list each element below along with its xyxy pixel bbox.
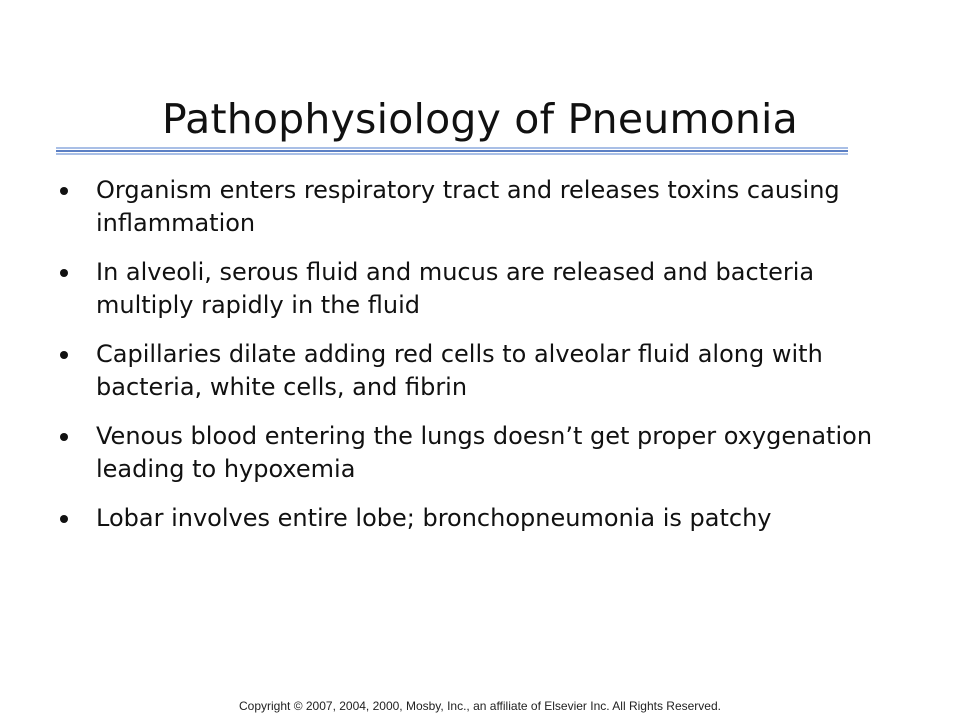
bullet-item xyxy=(58,420,918,486)
bullet-item xyxy=(58,502,918,535)
title-divider xyxy=(56,147,848,155)
bullet-text: Organism enters respiratory tract and releases toxins causing inflammation xyxy=(96,176,840,237)
bullet-item xyxy=(58,338,918,404)
bullet-dot xyxy=(60,515,68,523)
bullet-item xyxy=(58,256,918,322)
bullet-text: Capillaries dilate adding red cells to alveolar fluid along with bacteria, white cells, and fibrin xyxy=(96,340,823,401)
bullet-dot xyxy=(60,433,68,441)
divider-line-middle xyxy=(56,150,848,152)
slide-title: Pathophysiology of Pneumonia xyxy=(162,95,798,144)
bullet-dot xyxy=(60,351,68,359)
bullet-text: Lobar involves entire lobe; bronchopneumonia is patchy xyxy=(96,504,772,532)
divider-line-top xyxy=(56,147,848,149)
bullet-item xyxy=(58,174,918,240)
bullet-dot xyxy=(60,187,68,195)
divider-line-bottom xyxy=(56,153,848,155)
copyright-footer: Copyright © 2007, 2004, 2000, Mosby, Inc., an affiliate of Elsevier Inc. All Rights Reserved. xyxy=(239,699,721,713)
bullet-text: In alveoli, serous fluid and mucus are released and bacteria multiply rapidly in the fluid xyxy=(96,258,815,319)
bullet-text: Venous blood entering the lungs doesn’t get proper oxygenation leading to hypoxemia xyxy=(96,422,873,483)
bullet-list xyxy=(58,174,918,551)
bullet-dot xyxy=(60,269,68,277)
